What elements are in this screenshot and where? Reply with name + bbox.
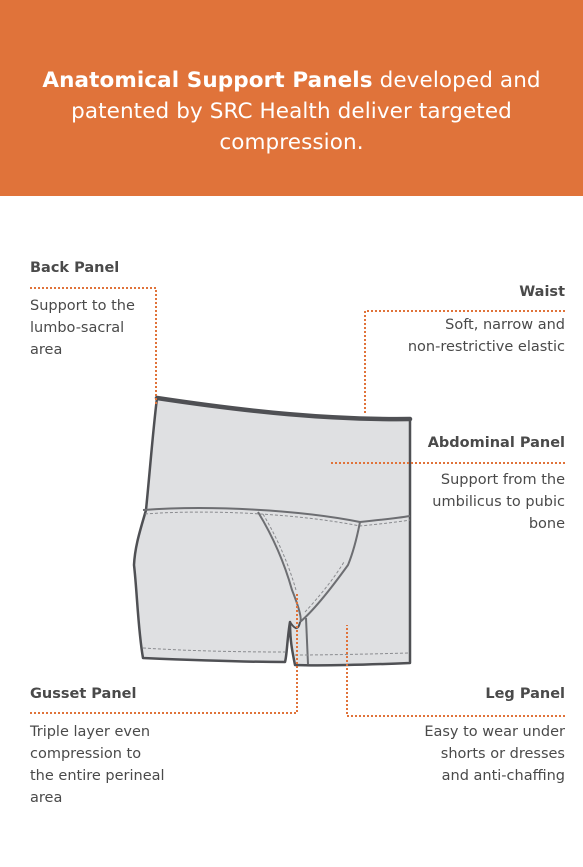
gusset-panel-desc: Triple layer even compression to the entire perineal area bbox=[30, 724, 165, 806]
abdominal-panel-title: Abdominal Panel bbox=[427, 435, 565, 451]
headline-rest: developed and patented by SRC Health deliver targeted compression. bbox=[71, 67, 541, 155]
waist-title: Waist bbox=[519, 284, 565, 300]
waist-desc: Soft, narrow and non-restrictive elastic bbox=[407, 317, 565, 355]
header-banner bbox=[0, 0, 583, 196]
leg-panel-title: Leg Panel bbox=[485, 686, 565, 702]
headline-bold: Anatomical Support Panels bbox=[42, 67, 373, 93]
headline bbox=[30, 65, 553, 158]
shorts-illustration bbox=[134, 398, 410, 665]
back-panel-desc: Support to the lumbo-sacral area bbox=[30, 298, 135, 358]
back-panel-title: Back Panel bbox=[30, 260, 120, 276]
shorts-body bbox=[134, 398, 410, 665]
leg-panel-desc: Easy to wear under shorts or dresses and anti-chaffing bbox=[424, 724, 565, 784]
abdominal-panel-desc: Support from the umbilicus to pubic bone bbox=[432, 472, 565, 532]
gusset-panel-title: Gusset Panel bbox=[30, 686, 137, 702]
